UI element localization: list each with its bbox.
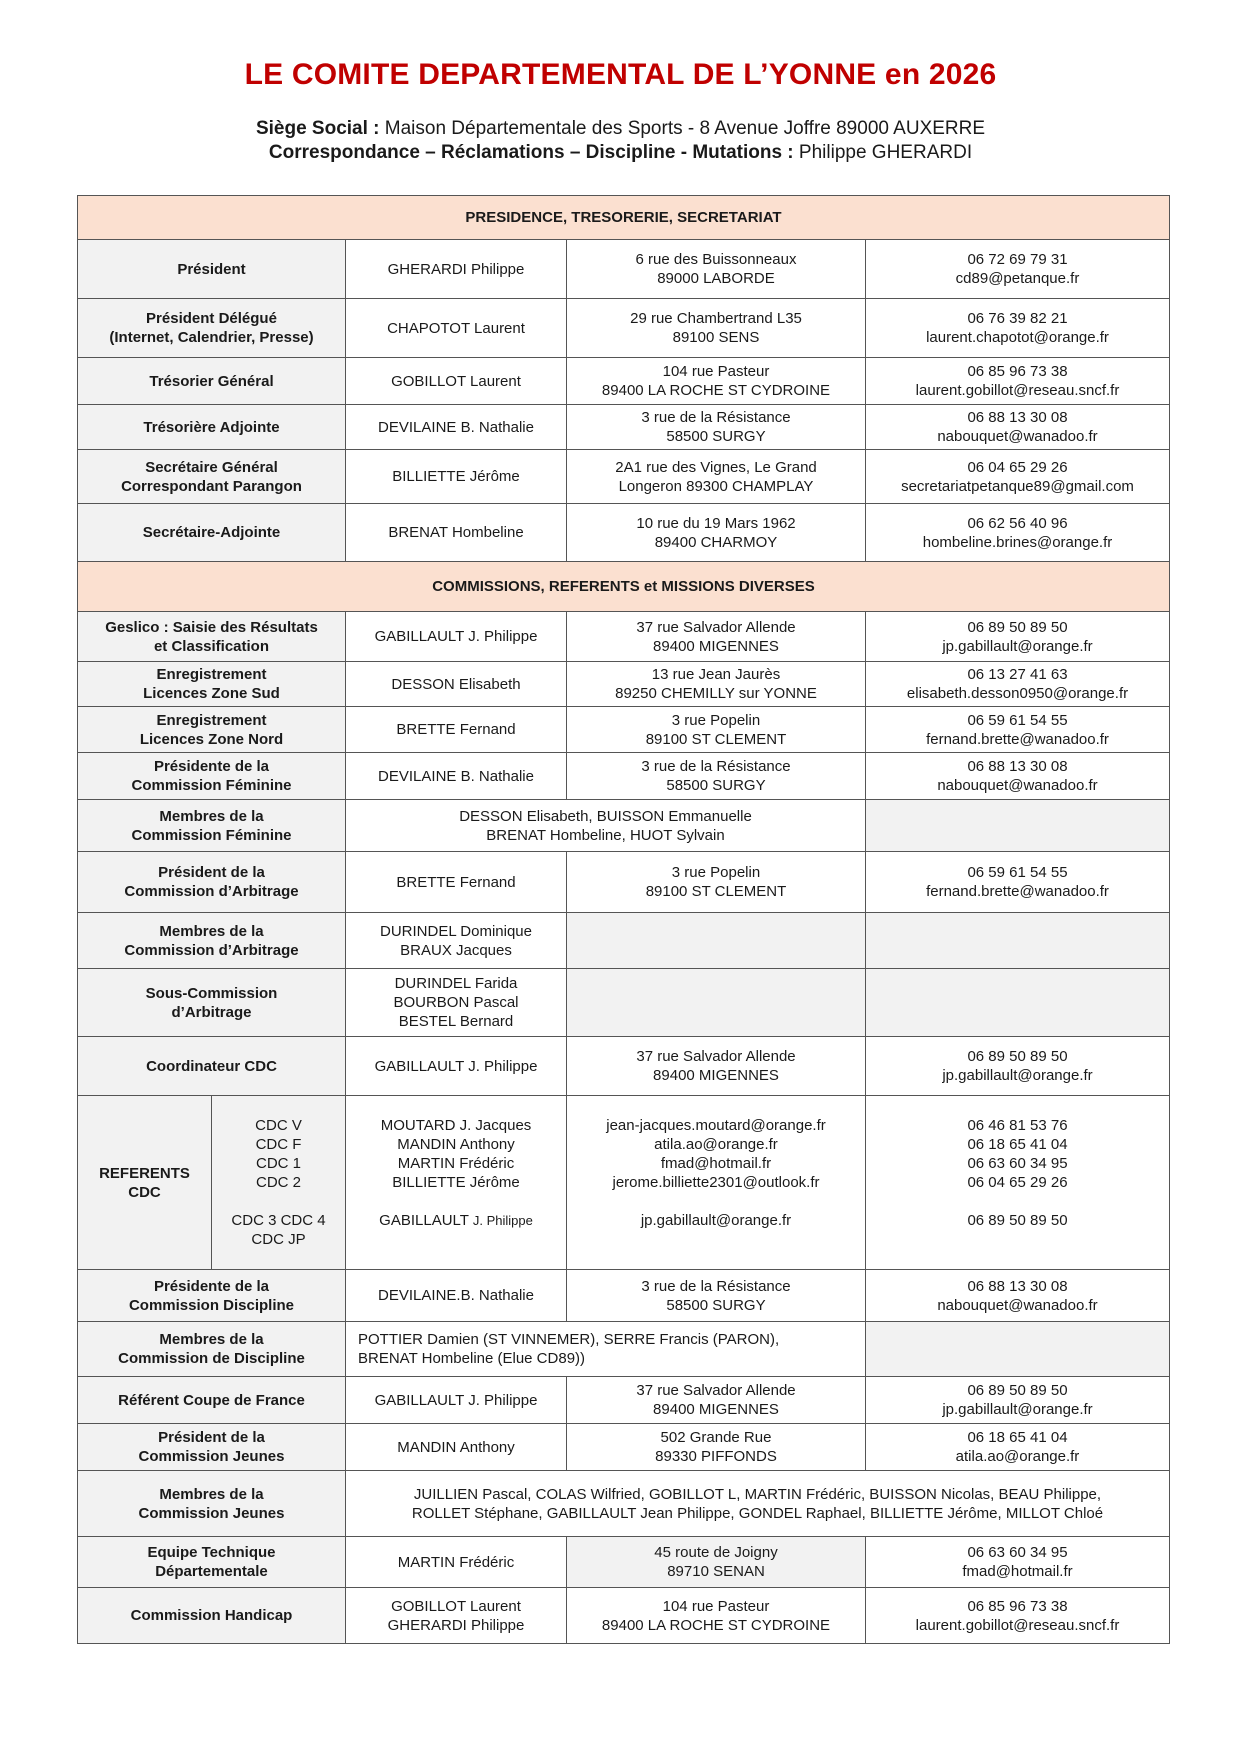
cdc-code: CDC 3 CDC 4 (231, 1212, 326, 1229)
role-cell (78, 240, 346, 299)
committee-table (77, 195, 1170, 1644)
cell-line: elisabeth.desson0950@orange.fr (906, 685, 1129, 702)
name-cell (346, 1537, 567, 1588)
cell-line: nabouquet@wanadoo.fr (937, 777, 1098, 794)
referent-email[interactable]: fmad@hotmail.fr (660, 1155, 772, 1172)
cell-line: fmad@hotmail.fr (962, 1563, 1073, 1580)
correspondance-label: Correspondance – Réclamations – Discipline - Mutations : (268, 142, 794, 163)
name-cell (346, 612, 567, 662)
cdc-code: CDC JP (251, 1231, 306, 1248)
table-row (78, 1424, 1170, 1471)
cell-line: MANDIN Anthony (397, 1438, 515, 1456)
cell-line: 89330 PIFFONDS (655, 1448, 777, 1465)
role-cell (78, 852, 346, 913)
table-row (78, 1471, 1170, 1537)
cell-line: BRENAT Hombeline (Elue CD89)) (358, 1350, 586, 1367)
address-cell (567, 852, 866, 913)
name-cell (346, 1037, 567, 1096)
cell-line: atila.ao@orange.fr (955, 1448, 1080, 1465)
cell-line: GABILLAULT J. Philippe (374, 1057, 538, 1075)
referent-email[interactable]: jean-jacques.moutard@orange.fr (606, 1117, 826, 1134)
siege-social-line (0, 118, 1241, 140)
cell-line: Commission d’Arbitrage (124, 883, 299, 900)
referent-phone: 06 18 65 41 04 (967, 1136, 1068, 1153)
name-cell (346, 405, 567, 450)
cell-line: Licences Zone Sud (143, 685, 280, 702)
contact-cell (866, 852, 1170, 913)
role-cell (78, 1037, 346, 1096)
cell-line: Commission Féminine (131, 777, 292, 794)
contact-cell (866, 612, 1170, 662)
cell-line: jp.gabillault@orange.fr (942, 637, 1093, 655)
cell-line: GHERARDI Philippe (387, 1616, 525, 1634)
name-cell (346, 450, 567, 504)
table-row (78, 450, 1170, 504)
members-cell (346, 1322, 866, 1377)
cell-line: BRETTE Fernand (396, 873, 516, 891)
role-cell (78, 1322, 346, 1377)
table-row (78, 612, 1170, 662)
cell-line: Président de la (158, 1429, 265, 1446)
cell-line: GOBILLOT Laurent (391, 1597, 521, 1615)
cell-line: DEVILAINE B. Nathalie (378, 418, 534, 436)
cell-line: DESSON Elisabeth, BUISSON Emmanuelle (459, 807, 752, 825)
contact-cell (866, 1270, 1170, 1322)
table-row (78, 405, 1170, 450)
role-cell (78, 1471, 346, 1537)
role-cell (78, 612, 346, 662)
address-cell (567, 662, 866, 707)
cell-line: 45 route de Joigny (654, 1544, 778, 1561)
cell-line: GHERARDI Philippe (387, 260, 525, 278)
table-row (78, 800, 1170, 852)
role-cell (78, 504, 346, 562)
name-cell (346, 1588, 567, 1644)
cell-line: Sous-Commission (145, 984, 278, 1002)
cell-line: 29 rue Chambertrand L35 (630, 310, 802, 327)
cell-line: 89400 MIGENNES (653, 637, 779, 655)
cell-line: 89400 MIGENNES (653, 1067, 779, 1084)
cell-line: 3 rue de la Résistance (641, 1277, 791, 1295)
referent-email[interactable]: jerome.billiette2301@outlook.fr (612, 1174, 820, 1191)
name-cell (346, 1270, 567, 1322)
cell-line: CHAPOTOT Laurent (387, 319, 525, 337)
table-row (78, 1537, 1170, 1588)
referent-email[interactable]: atila.ao@orange.fr (654, 1136, 778, 1153)
cell-line: jp.gabillault@orange.fr (942, 1401, 1093, 1418)
cell-line: fernand.brette@wanadoo.fr (926, 730, 1109, 748)
correspondance-value: Philippe GHERARDI (798, 142, 973, 163)
referent-name: MANDIN Anthony (397, 1136, 515, 1153)
role-cell (78, 800, 346, 852)
address-cell (567, 612, 866, 662)
cell-line: 58500 SURGY (666, 428, 766, 445)
contact-cell (866, 753, 1170, 800)
emails-cell (567, 1096, 866, 1270)
cell-line: 37 rue Salvador Allende (636, 1048, 796, 1065)
cell-line: Correspondant Parangon (121, 477, 302, 495)
cell-line: 37 rue Salvador Allende (636, 1382, 796, 1399)
table-row (78, 504, 1170, 562)
contact-cell (866, 1424, 1170, 1471)
table-row (78, 753, 1170, 800)
cell-line: Enregistrement (156, 666, 267, 683)
role-cell (78, 299, 346, 358)
cell-line: laurent.gobillot@reseau.sncf.fr (915, 1616, 1120, 1634)
cell-line: 06 13 27 41 63 (967, 666, 1068, 683)
cell-line: Commission de Discipline (118, 1350, 305, 1367)
cell-line: BESTEL Bernard (398, 1013, 514, 1030)
cell-line: CDC (128, 1183, 161, 1201)
table-row (78, 1377, 1170, 1424)
role-cell (78, 358, 346, 405)
contact-cell (866, 358, 1170, 405)
address-cell (567, 1588, 866, 1644)
cell-line: 13 rue Jean Jaurès (651, 666, 781, 683)
role-cell (78, 1588, 346, 1644)
empty-cell (866, 969, 1170, 1037)
cell-line: 06 89 50 89 50 (967, 1382, 1068, 1399)
cell-line: Secrétaire-Adjointe (142, 524, 281, 541)
table-row (78, 707, 1170, 753)
name-cell (346, 504, 567, 562)
cell-line: Référent Coupe de France (118, 1391, 305, 1409)
cell-line: Trésorier Général (149, 372, 274, 390)
role-cell (78, 1424, 346, 1471)
cell-line: Coordinateur CDC (146, 1057, 277, 1075)
cell-line: 89400 LA ROCHE ST CYDROINE (601, 382, 831, 399)
empty-cell (567, 913, 866, 969)
role-cell (78, 405, 346, 450)
role-cell (78, 450, 346, 504)
name-cell (346, 1377, 567, 1424)
address-cell (567, 1424, 866, 1471)
cell-line: Membres de la (159, 1485, 264, 1503)
cell-line: 06 59 61 54 55 (967, 864, 1068, 881)
cell-line: 06 88 13 30 08 (967, 758, 1068, 775)
address-cell (567, 240, 866, 299)
cell-line: hombeline.brines@orange.fr (922, 533, 1113, 551)
referent-email[interactable]: jp.gabillault@orange.fr (640, 1212, 792, 1229)
cell-line: cd89@petanque.fr (955, 270, 1080, 287)
table-row (78, 1322, 1170, 1377)
cell-line: Président (177, 260, 246, 278)
contact-cell (866, 240, 1170, 299)
table-row (78, 299, 1170, 358)
cell-line: laurent.gobillot@reseau.sncf.fr (915, 382, 1120, 399)
table-row (78, 662, 1170, 707)
cell-line: jp.gabillault@orange.fr (942, 1067, 1093, 1084)
name-cell (346, 662, 567, 707)
correspondance-line (0, 142, 1241, 164)
name-cell (346, 852, 567, 913)
cell-line: Présidente de la (153, 1277, 270, 1295)
cell-line: GABILLAULT J. Philippe (374, 628, 538, 645)
table-row (78, 240, 1170, 299)
cell-line: secretariatpetanque89@gmail.com (901, 477, 1134, 495)
table-row (78, 1037, 1170, 1096)
cell-line: Membres de la (159, 1331, 264, 1348)
name-cell (346, 1424, 567, 1471)
empty-cell (567, 969, 866, 1037)
contact-cell (866, 405, 1170, 450)
address-cell (567, 1037, 866, 1096)
section-header-commissions: COMMISSIONS, REFERENTS et MISSIONS DIVERSES (78, 562, 1170, 612)
cell-line: Présidente de la (153, 758, 270, 775)
referent-phone: 06 46 81 53 76 (967, 1117, 1068, 1134)
contact-cell (866, 662, 1170, 707)
contact-cell (866, 1537, 1170, 1588)
cell-line: 06 85 96 73 38 (967, 363, 1068, 380)
role-cell (78, 707, 346, 753)
cell-line: POTTIER Damien (ST VINNEMER), SERRE Francis (PARON), (358, 1331, 780, 1348)
address-cell (567, 450, 866, 504)
phones-cell (866, 1096, 1170, 1270)
name-cell (346, 913, 567, 969)
name-cell (346, 753, 567, 800)
referent-phone: 06 89 50 89 50 (967, 1212, 1068, 1229)
page-title: LE COMITE DEPARTEMENTAL DE L’YONNE en 2026 (244, 58, 997, 91)
names-cell (346, 1096, 567, 1270)
cell-line: MARTIN Frédéric (397, 1553, 515, 1571)
cell-line: DURINDEL Dominique (380, 922, 532, 940)
cell-line: 3 rue Popelin (671, 864, 761, 881)
cell-line: DURINDEL Farida (394, 975, 518, 992)
cell-line: 6 rue des Buissonneaux (635, 251, 797, 268)
cell-line: 06 04 65 29 26 (967, 458, 1068, 476)
cell-line: 89000 LABORDE (657, 270, 775, 287)
table-row-referents-cdc (78, 1096, 1170, 1270)
contact-cell (866, 1377, 1170, 1424)
table-row (78, 969, 1170, 1037)
cell-line: Commission Féminine (131, 826, 292, 844)
cell-line: Longeron 89300 CHAMPLAY (618, 477, 814, 495)
cell-line: 10 rue du 19 Mars 1962 (636, 514, 796, 532)
cell-line: BRENAT Hombeline (388, 524, 524, 541)
address-cell (567, 1537, 866, 1588)
cell-line: BRENAT Hombeline, HUOT Sylvain (486, 826, 725, 844)
section-header-presidence: PRESIDENCE, TRESORERIE, SECRETARIAT (78, 196, 1170, 240)
name-cell (346, 969, 567, 1037)
cell-line: BOURBON Pascal (393, 994, 519, 1011)
cell-line: Membres de la (159, 807, 264, 825)
cell-line: 06 85 96 73 38 (967, 1597, 1068, 1615)
cell-line: laurent.chapotot@orange.fr (926, 329, 1109, 346)
referent-name (350, 1211, 562, 1230)
role-cell (78, 969, 346, 1037)
referent-last-name: GABILLAULT (379, 1212, 469, 1229)
cell-line: (Internet, Calendrier, Presse) (109, 329, 314, 346)
contact-cell (866, 1588, 1170, 1644)
cell-line: Equipe Technique (147, 1544, 276, 1561)
cell-line: 502 Grande Rue (660, 1429, 772, 1446)
cell-line: Membres de la (159, 922, 264, 940)
cdc-code: CDC 1 (255, 1155, 301, 1172)
cell-line: BRETTE Fernand (396, 721, 516, 738)
cell-line: 06 63 60 34 95 (967, 1544, 1068, 1561)
address-cell (567, 405, 866, 450)
contact-cell (866, 1037, 1170, 1096)
cell-line: GABILLAULT J. Philippe (374, 1391, 538, 1409)
cell-line: 89710 SENAN (667, 1563, 765, 1580)
cell-line: Commission d’Arbitrage (124, 941, 299, 959)
role-cell (78, 1537, 346, 1588)
name-cell (346, 240, 567, 299)
cdc-codes-cell (212, 1096, 346, 1270)
cell-line: BRAUX Jacques (400, 941, 512, 959)
cell-line: 06 62 56 40 96 (967, 514, 1068, 532)
address-cell (567, 358, 866, 405)
cdc-code: CDC 2 (255, 1174, 301, 1191)
cell-line: Secrétaire Général (145, 458, 278, 476)
contact-cell (866, 707, 1170, 753)
cell-line: nabouquet@wanadoo.fr (937, 428, 1098, 445)
cell-line: nabouquet@wanadoo.fr (937, 1296, 1098, 1314)
address-cell (567, 707, 866, 753)
cell-line: GOBILLOT Laurent (391, 372, 521, 390)
address-cell (567, 504, 866, 562)
table-row (78, 358, 1170, 405)
referent-phone: 06 04 65 29 26 (967, 1174, 1068, 1191)
cell-line: DEVILAINE.B. Nathalie (378, 1287, 534, 1304)
role-cell (78, 753, 346, 800)
cell-line: 89100 ST CLEMENT (645, 730, 787, 748)
cell-line: Commission Discipline (128, 1296, 295, 1314)
cell-line: 3 rue de la Résistance (641, 409, 791, 426)
name-cell (346, 707, 567, 753)
cell-line: 06 59 61 54 55 (967, 711, 1068, 729)
referent-name: BILLIETTE Jérôme (392, 1174, 520, 1191)
cell-line: 89100 ST CLEMENT (645, 883, 787, 900)
cell-line: 06 72 69 79 31 (967, 251, 1068, 268)
cell-line: 89400 CHARMOY (654, 533, 778, 551)
cell-line: Président Délégué (146, 310, 277, 327)
cell-line: 89400 MIGENNES (653, 1401, 779, 1418)
cell-line: Licences Zone Nord (139, 730, 284, 748)
cell-line: 06 89 50 89 50 (967, 618, 1068, 636)
table-row (78, 1270, 1170, 1322)
contact-cell (866, 299, 1170, 358)
role-cell (78, 1377, 346, 1424)
empty-cell (866, 800, 1170, 852)
cell-line: 06 89 50 89 50 (967, 1048, 1068, 1065)
cell-line: 58500 SURGY (666, 777, 766, 794)
cell-line: fernand.brette@wanadoo.fr (926, 883, 1109, 900)
cell-line: 89250 CHEMILLY sur YONNE (615, 685, 817, 702)
referent-phone: 06 63 60 34 95 (967, 1155, 1068, 1172)
cell-line: d’Arbitrage (171, 1003, 252, 1021)
cdc-code: CDC V (255, 1117, 302, 1134)
cell-line: ROLLET Stéphane, GABILLAULT Jean Philippe, GONDEL Raphael, BILLIETTE Jérôme, MILLOT Chloé (411, 1504, 1104, 1522)
role-cell (78, 662, 346, 707)
members-cell (346, 800, 866, 852)
name-cell (346, 358, 567, 405)
cell-line: REFERENTS (99, 1164, 190, 1182)
table-row (78, 913, 1170, 969)
cell-line: Départementale (155, 1563, 268, 1580)
table-row (78, 852, 1170, 913)
siege-value: Maison Départementale des Sports - 8 Avenue Joffre 89000 AUXERRE (384, 118, 986, 139)
address-cell (567, 1270, 866, 1322)
cell-line: Président de la (158, 864, 265, 881)
cell-line: 06 76 39 82 21 (967, 310, 1068, 327)
contact-cell (866, 504, 1170, 562)
cdc-code: CDC F (255, 1136, 302, 1153)
address-cell (567, 753, 866, 800)
cell-line: 06 88 13 30 08 (967, 409, 1068, 426)
cell-line: DESSON Elisabeth (391, 675, 521, 693)
referent-name: MOUTARD J. Jacques (380, 1117, 532, 1134)
cell-line: 3 rue Popelin (671, 711, 761, 729)
cell-line: 58500 SURGY (666, 1296, 766, 1314)
cell-line: 89400 LA ROCHE ST CYDROINE (601, 1616, 831, 1634)
members-cell (346, 1471, 1170, 1537)
cell-line: Trésorière Adjointe (143, 418, 280, 436)
cell-line: JUILLIEN Pascal, COLAS Wilfried, GOBILLOT L, MARTIN Frédéric, BUISSON Nicolas, BEAU Philippe, (413, 1485, 1102, 1503)
table-row (78, 1588, 1170, 1644)
cell-line: 89100 SENS (672, 329, 760, 346)
cell-line: 3 rue de la Résistance (641, 758, 791, 775)
contact-cell (866, 450, 1170, 504)
cell-line: DEVILAINE B. Nathalie (378, 767, 534, 785)
cell-line: 06 18 65 41 04 (967, 1429, 1068, 1446)
cell-line: et Classification (153, 637, 270, 655)
cell-line: 06 88 13 30 08 (967, 1277, 1068, 1295)
referent-first-name: J. Philippe (472, 1213, 533, 1228)
cell-line: Commission Handicap (130, 1607, 293, 1624)
name-cell (346, 299, 567, 358)
cell-line: BILLIETTE Jérôme (392, 468, 520, 485)
cell-line: 104 rue Pasteur (662, 1597, 770, 1615)
role-cell (78, 1096, 212, 1270)
empty-cell (866, 1322, 1170, 1377)
cell-line: Enregistrement (156, 711, 267, 729)
cell-line: 37 rue Salvador Allende (636, 618, 796, 636)
address-cell (567, 299, 866, 358)
cell-line: Commission Jeunes (138, 1504, 285, 1522)
referent-name: MARTIN Frédéric (397, 1155, 515, 1172)
cell-line: Commission Jeunes (138, 1448, 285, 1465)
empty-cell (866, 913, 1170, 969)
cell-line: 2A1 rue des Vignes, Le Grand (615, 458, 817, 476)
address-cell (567, 1377, 866, 1424)
cell-line: 104 rue Pasteur (662, 363, 770, 380)
siege-label: Siège Social : (255, 118, 380, 139)
cell-line: Geslico : Saisie des Résultats (105, 618, 318, 636)
role-cell (78, 913, 346, 969)
role-cell (78, 1270, 346, 1322)
